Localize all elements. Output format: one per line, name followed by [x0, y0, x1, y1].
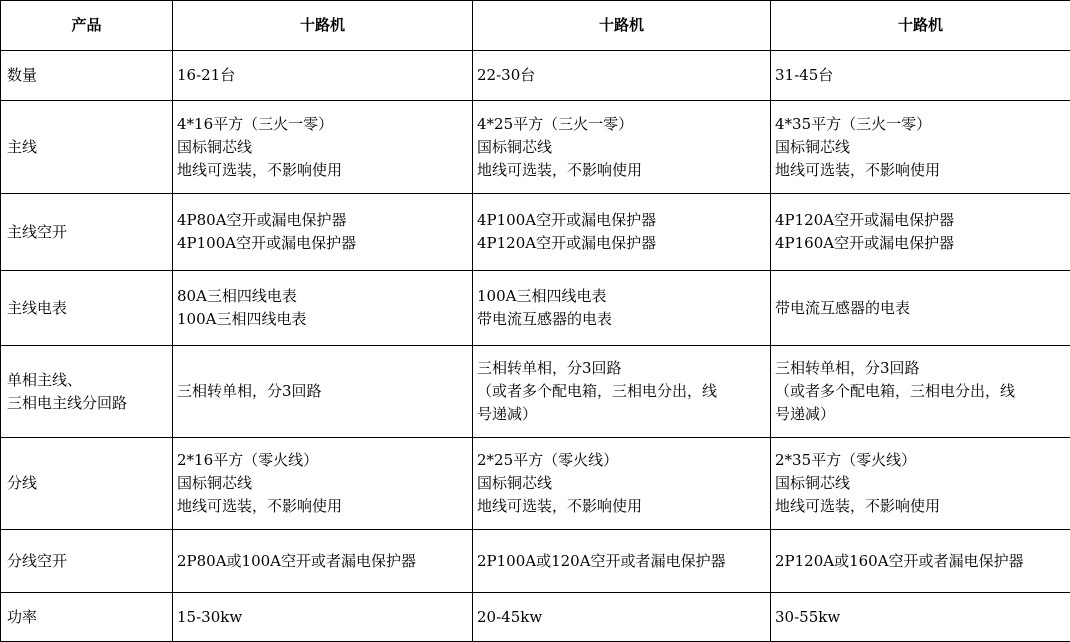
table-cell — [771, 530, 1070, 593]
cell-line: 2*16平方（零火线） — [177, 451, 319, 469]
cell-line: 国标铜芯线 — [477, 137, 553, 156]
table-cell — [173, 530, 473, 593]
cell-line: 31-45台 — [775, 66, 834, 84]
cell-line: 30-55kw — [775, 607, 841, 626]
row-label-line: 单相主线、 — [7, 370, 83, 389]
cell-line: 4P80A空开或漏电保护器 — [177, 211, 347, 229]
header-row — [1, 1, 1070, 51]
cell-line: 三相转单相，分3回路 — [775, 359, 920, 377]
cell-line: 4*16平方（三火一零） — [177, 114, 334, 133]
table-cell — [771, 438, 1070, 530]
table-cell — [473, 346, 771, 438]
cell-line: 国标铜芯线 — [177, 474, 253, 492]
table-cell — [173, 51, 473, 101]
row-label-line: 三相电主线分回路 — [7, 393, 128, 412]
cell-line: 三相转单相，分3回路 — [177, 382, 322, 400]
cell-line: 100A三相四线电表 — [477, 287, 607, 305]
row-label-main-meter: 主线电表 — [1, 271, 173, 346]
table-cell — [173, 593, 473, 642]
cell-line: 2P80A或100A空开或者漏电保护器 — [177, 551, 417, 570]
cell-line: 4P100A空开或漏电保护器 — [177, 234, 357, 252]
row-label-branch-circuits — [1, 346, 173, 438]
cell-line: 国标铜芯线 — [177, 137, 253, 156]
cell-line: 号递减） — [775, 405, 836, 423]
table-row — [1, 530, 1070, 593]
cell-line: 15-30kw — [177, 607, 243, 626]
cell-line: 带电流互感器的电表 — [775, 298, 911, 317]
cell-line: 地线可选装，不影响使用 — [775, 160, 941, 179]
table-cell — [473, 530, 771, 593]
cell-line: 4P100A空开或漏电保护器 — [477, 211, 657, 229]
cell-line: 16-21台 — [177, 66, 236, 84]
cell-line: 地线可选装，不影响使用 — [177, 160, 343, 179]
table-cell — [173, 438, 473, 530]
table-row — [1, 51, 1070, 101]
cell-line: 地线可选装，不影响使用 — [177, 497, 343, 515]
table-cell — [173, 271, 473, 346]
cell-line: 4P160A空开或漏电保护器 — [775, 234, 955, 252]
table-cell — [771, 271, 1070, 346]
cell-line: 100A三相四线电表 — [177, 310, 307, 328]
row-label-branch-breaker: 分线空开 — [1, 530, 173, 593]
row-label-power: 功率 — [1, 593, 173, 642]
cell-line: 地线可选装，不影响使用 — [477, 160, 643, 179]
cell-line: 带电流互感器的电表 — [477, 310, 613, 328]
header-product: 产品 — [1, 1, 173, 51]
table-cell — [173, 194, 473, 271]
table-row — [1, 271, 1070, 346]
table-cell — [473, 271, 771, 346]
table-cell — [771, 51, 1070, 101]
cell-line: 国标铜芯线 — [477, 474, 553, 492]
table-cell — [473, 101, 771, 194]
cell-line: 三相转单相，分3回路 — [477, 359, 622, 377]
table-cell — [771, 346, 1070, 438]
row-label-main-breaker: 主线空开 — [1, 194, 173, 271]
table-row — [1, 438, 1070, 530]
table-cell — [173, 346, 473, 438]
cell-line: 2P120A或160A空开或者漏电保护器 — [775, 551, 1024, 570]
header-col-1: 十路机 — [173, 1, 473, 51]
cell-line: 号递减） — [477, 405, 538, 423]
row-label-branch-line: 分线 — [1, 438, 173, 530]
cell-line: 4*35平方（三火一零） — [775, 114, 932, 133]
cell-line: （或者多个配电箱，三相电分出，线 — [775, 382, 1016, 400]
table-cell — [771, 593, 1070, 642]
table-row — [1, 346, 1070, 438]
table-cell — [473, 593, 771, 642]
table-row — [1, 194, 1070, 271]
header-col-2: 十路机 — [473, 1, 771, 51]
cell-line: 2*35平方（零火线） — [775, 451, 917, 469]
table-row — [1, 101, 1070, 194]
table-cell — [771, 194, 1070, 271]
header-col-3: 十路机 — [771, 1, 1070, 51]
cell-line: 国标铜芯线 — [775, 137, 851, 156]
table-cell — [173, 101, 473, 194]
table-row — [1, 593, 1070, 642]
table-cell — [473, 194, 771, 271]
table-cell — [771, 101, 1070, 194]
cell-line: 4*25平方（三火一零） — [477, 114, 634, 133]
row-label-quantity: 数量 — [1, 51, 173, 101]
row-label-main-line: 主线 — [1, 101, 173, 194]
cell-line: 4P120A空开或漏电保护器 — [477, 234, 657, 252]
cell-line: 2P100A或120A空开或者漏电保护器 — [477, 551, 726, 570]
cell-line: 22-30台 — [477, 66, 536, 84]
cell-line: 20-45kw — [477, 607, 543, 626]
cell-line: （或者多个配电箱，三相电分出，线 — [477, 382, 718, 400]
cell-line: 地线可选装，不影响使用 — [477, 497, 643, 515]
cell-line: 2*25平方（零火线） — [477, 451, 619, 469]
table-cell — [473, 51, 771, 101]
cell-line: 80A三相四线电表 — [177, 287, 297, 305]
cell-line: 地线可选装，不影响使用 — [775, 497, 941, 515]
table-cell — [473, 438, 771, 530]
cell-line: 国标铜芯线 — [775, 474, 851, 492]
cell-line: 4P120A空开或漏电保护器 — [775, 211, 955, 229]
